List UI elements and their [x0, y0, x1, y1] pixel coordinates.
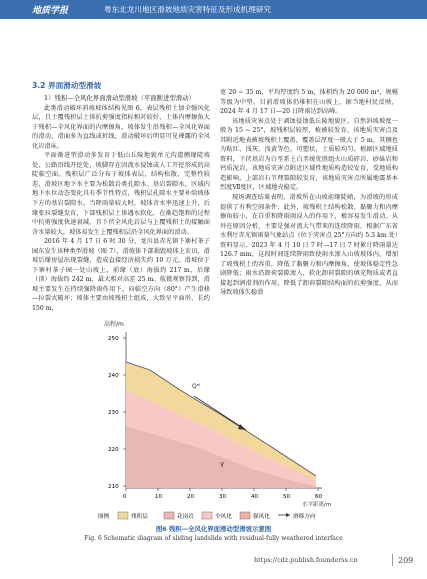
- legend-item: 强风化: [253, 514, 270, 520]
- footer-url[interactable]: https://cdz.publish.founderss.cn: [254, 556, 358, 564]
- x-axis-ticks: [123, 488, 323, 500]
- bedrock-label: γ: [220, 460, 225, 468]
- x-unit-label: 水平距离/m: [302, 502, 332, 508]
- y-axis-ticks: [108, 336, 126, 490]
- figure-caption-cn: 图6 残积—全风化界面滑动型滑坡示意图: [155, 525, 272, 533]
- left-column: [32, 94, 210, 314]
- paragraph: 宽 20 ~ 35 m，平均厚度约 5 m，体积约为 20 000 m³，规模等级为中型。目前滑坡体仍堆积在山坡上，据当地村民反映，2024 年 4 月 17 日—20 日降雨达到高峰。: [220, 89, 398, 116]
- legend-item: 残积层: [131, 514, 148, 520]
- subheading: 1）残积—全风化界面滑动型滑坡（平面断进型滑动）: [44, 94, 196, 102]
- x-tick-label: 40: [251, 494, 259, 500]
- journal-name: 地质学报: [32, 6, 69, 16]
- x-tick-label: 30: [219, 494, 227, 500]
- paragraph: 此类滑动破坏斜坡坡体结构见图 6。表层残积土加全强风化层，且土覆残积层土体抗剪强度指标相对较好，土体内摩擦角大于残积—全风化界面的内摩擦角，坡体发生沿残积—全风化界面的滑动，滑面多为直线或折线，滑动破坏后明显可见裸露的全风化岩滑床。: [32, 104, 210, 150]
- y-tick-label: 220: [108, 447, 119, 453]
- x-tick-label: 10: [155, 494, 163, 500]
- x-tick-label: 0: [123, 494, 127, 500]
- y-tick-label: 230: [108, 410, 119, 416]
- y-unit-label: 高程/m: [104, 321, 124, 328]
- legend-item: 花岗岩: [177, 514, 194, 520]
- journal-header: [0, 0, 427, 19]
- legend-title: 图例: [98, 514, 110, 520]
- y-tick-label: 240: [108, 373, 119, 379]
- footer-separator: [392, 554, 393, 566]
- paragraph: 2016 年 4 月 17 日 6 时 30 分，龙川县赤光镇下寨村茶子园东发生该种类型滑坡（图 7），滑坡体下部损毁坡体上农田，滑坡后缘房屋出现裂缝，造成直接经济损失约 10 万元。滑坡位于下寨村茶子园一处山坡上，前缘（底）海拔约 217 m，后缘（顶）海拔约 242 m，最大相对高差 25 m。航摄观察得到，滑坡主要发生在持续强降雨作用下，向临空方向（80°）产生滑移—拉裂式破坏；坡体主要由坡残积土组成，大致呈平面形，长约 150 m，: [32, 238, 210, 313]
- y-tick-label: 210: [108, 484, 119, 490]
- y-tick-label: 250: [108, 336, 119, 342]
- legend-item: 滑移方向: [293, 514, 316, 520]
- page-number: 209: [398, 556, 414, 565]
- x-tick-label: 20: [187, 494, 195, 500]
- x-tick-label: 60: [315, 494, 323, 500]
- right-column: [220, 88, 398, 298]
- x-tick-label: 50: [283, 494, 291, 500]
- figure-legend: [98, 512, 316, 520]
- paragraph: 平面渐进型滑动多发育于低山丘陵地貌单元沟道侧缘陡坡处、公路沿线开挖处，坡脚存在因流水侵蚀或人工开挖形成的高陡临空面。残积层广泛分布于坡体表层，结构松散，完整性较差，滑坡区地下水主要为松散岩类孔隙水、基岩裂隙水，区域内地下水位动态变化具有季节性特点，残积层孔隙水主要补给坡体下方的基岩裂隙水。当降雨量较大时，坡体含水率迅速上升，后缘张拉裂缝发育，下部残积层土体遇水软化，在渐趋饱和的过程中抗剪强度快速衰减，且下伏全风化岩层与上覆残积土的接触面含水量较大，坡体易发生上覆残积层沿全风化界面的滑动。: [32, 152, 210, 236]
- running-title: 粤东北龙川地区滑坡地质灾害特征及形成机理研究: [104, 5, 272, 14]
- paragraph: 该地质灾害点处于剥蚀侵蚀低丘陵地貌区，自然斜坡坡度一般为 15 ~ 25°，坡残积层较厚，植被较发育，该地质灾害点及其附近地表被坡残积土覆盖，覆盖层厚度一般大于 5 m，其侧也为粘红、浅灰、浅黄等色，可塑状，土质较均匀。根据区域地质资料，下伏基岩为白垩系上白垩统优胜组火山质碎岩、砂砾岩和钙质泥岩，该地质灾害点附近区域性地质构造较发育，受地质构造影响，上部岩石节理裂隙较发育，该地质灾害点所属地震基本烈度Ⅶ度区，区域地壳稳定。: [220, 117, 398, 192]
- legend-item: 全风化: [215, 514, 232, 520]
- qel-label: Qᵉˡ: [192, 383, 201, 390]
- section-heading: 3.2 界面滑动型滑坡: [32, 81, 102, 90]
- paragraph: 现场调查结果表明，滑坡所在山坡前缘陡峭，为滑坡的形成提供了有利空间条件；此外，坡残积土结构松散、黏聚力和内摩擦角较小，在自重和降雨雨浸入的作用下，极容易发生滑动。从外在原因分析，主要是强对流大气带来的连续降雨，根据广东省水利厅赤光镇雨量气象站点（位于灾害点 25°方向约 5.3 km 处）资料显示，2023 年 4 月 10 日 7 时—17 日 7 时累计降雨量达 126.7 mm，这段时间连续降雨致使雨水渗入山坡坡体内，增加了坡残积土的容重，降低了黏聚力和内摩擦角，使坡体稳定性急剧降低；雨水沿卸荷裂隙渗入，软化卸荷裂隙的填充物质或者直接起到润滑剂的作用，降低了卸荷裂隙结构面的抗剪强度，从而导致坡体失稳滑: [220, 194, 398, 297]
- figure-landslide-profile: [90, 318, 340, 524]
- figure-caption-en: Fig. 6 Schematic diagram of sliding landslide with residual-fully weathered interface: [84, 535, 343, 542]
